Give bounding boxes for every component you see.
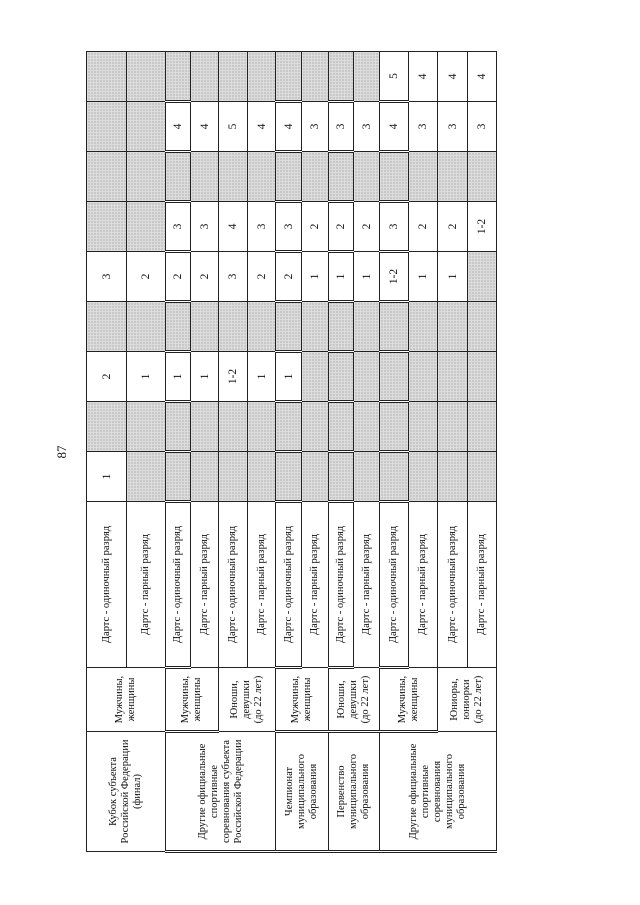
sport-ranks-table — [86, 51, 497, 853]
rank-cell — [248, 52, 276, 102]
group-cell: Юноши, девушки (до 22 лет) — [219, 668, 276, 732]
discipline-cell: Дартс - одиночный разряд — [380, 502, 409, 668]
rank-cell — [191, 302, 219, 352]
rank-cell — [87, 52, 127, 102]
rank-cell: 2 — [438, 202, 468, 252]
competition-cell: Другие официальные спортивные соревнования муниципального образования — [380, 732, 497, 852]
table-row — [166, 52, 191, 852]
rank-cell — [87, 202, 127, 252]
rank-cell: 1 — [276, 352, 302, 402]
rank-cell: 2 — [329, 202, 354, 252]
rank-cell — [468, 252, 497, 302]
rank-cell — [219, 152, 248, 202]
rank-cell — [354, 352, 380, 402]
rank-cell — [166, 402, 191, 452]
rank-cell — [191, 52, 219, 102]
table-container — [86, 53, 496, 853]
rank-cell: 1 — [127, 352, 166, 402]
rank-cell — [248, 402, 276, 452]
rank-cell: 2 — [276, 252, 302, 302]
rank-cell — [329, 152, 354, 202]
rank-cell: 4 — [468, 52, 497, 102]
rank-cell: 4 — [248, 102, 276, 152]
rank-cell: 4 — [276, 102, 302, 152]
rank-cell: 3 — [354, 102, 380, 152]
rank-cell: 4 — [219, 202, 248, 252]
rank-cell: 1 — [166, 352, 191, 402]
rank-cell: 2 — [191, 252, 219, 302]
rank-cell: 3 — [87, 252, 127, 302]
discipline-cell: Дартс - одиночный разряд — [87, 502, 127, 668]
rank-cell — [219, 52, 248, 102]
rank-cell: 4 — [380, 102, 409, 152]
rank-cell — [409, 352, 438, 402]
rank-cell — [380, 302, 409, 352]
rank-cell — [276, 302, 302, 352]
rank-cell — [191, 452, 219, 502]
rank-cell: 4 — [191, 102, 219, 152]
discipline-cell: Дартс - парный разряд — [127, 502, 166, 668]
discipline-cell: Дартс - одиночный разряд — [219, 502, 248, 668]
rank-cell — [87, 102, 127, 152]
table-row — [87, 52, 127, 852]
group-cell: Мужчины, женщины — [380, 668, 438, 732]
rank-cell — [380, 452, 409, 502]
rank-cell: 1 — [87, 452, 127, 502]
rank-cell: 4 — [166, 102, 191, 152]
group-cell: Юноши, девушки (до 22 лет) — [329, 668, 380, 732]
rank-cell — [329, 452, 354, 502]
group-cell: Мужчины, женщины — [87, 668, 166, 732]
rank-cell: 3 — [302, 102, 329, 152]
rank-cell: 2 — [166, 252, 191, 302]
rank-cell: 2 — [248, 252, 276, 302]
rank-cell — [248, 302, 276, 352]
rank-cell — [329, 352, 354, 402]
discipline-cell: Дартс - одиночный разряд — [166, 502, 191, 668]
rank-cell — [438, 302, 468, 352]
discipline-cell: Дартс - парный разряд — [468, 502, 497, 668]
rank-cell: 4 — [438, 52, 468, 102]
rank-cell — [329, 52, 354, 102]
rank-cell: 1 — [191, 352, 219, 402]
rank-cell — [468, 352, 497, 402]
rank-cell: 1 — [248, 352, 276, 402]
page-number: 87 — [54, 445, 69, 459]
rank-cell — [248, 452, 276, 502]
rank-cell — [127, 152, 166, 202]
rank-cell — [380, 152, 409, 202]
rank-cell: 5 — [219, 102, 248, 152]
rank-cell — [302, 352, 329, 402]
rank-cell — [438, 152, 468, 202]
group-cell: Юниоры, юниорки (до 22 лет) — [438, 668, 497, 732]
rank-cell — [248, 152, 276, 202]
rank-cell — [438, 352, 468, 402]
rank-cell — [380, 352, 409, 402]
discipline-cell: Дартс - одиночный разряд — [438, 502, 468, 668]
rank-cell — [87, 402, 127, 452]
rank-cell: 2 — [127, 252, 166, 302]
group-cell: Мужчины, женщины — [166, 668, 219, 732]
rank-cell: 3 — [438, 102, 468, 152]
competition-cell: Первенство муниципального образования — [329, 732, 380, 852]
discipline-cell: Дартс - парный разряд — [248, 502, 276, 668]
rank-cell — [276, 152, 302, 202]
rank-cell: 1 — [409, 252, 438, 302]
table-row — [380, 52, 409, 852]
rank-cell — [302, 452, 329, 502]
rank-cell — [276, 402, 302, 452]
rank-cell: 1 — [438, 252, 468, 302]
rank-cell: 1-2 — [380, 252, 409, 302]
rank-cell: 1-2 — [468, 202, 497, 252]
discipline-cell: Дартс - одиночный разряд — [329, 502, 354, 668]
rank-cell — [302, 302, 329, 352]
rank-cell — [219, 302, 248, 352]
rank-cell — [166, 302, 191, 352]
rank-cell — [354, 302, 380, 352]
rank-cell: 3 — [219, 252, 248, 302]
rank-cell: 3 — [329, 102, 354, 152]
rank-cell — [166, 52, 191, 102]
rank-cell — [166, 452, 191, 502]
discipline-cell: Дартс - парный разряд — [191, 502, 219, 668]
rank-cell: 1 — [329, 252, 354, 302]
rank-cell: 3 — [380, 202, 409, 252]
discipline-cell: Дартс - парный разряд — [354, 502, 380, 668]
table-row — [329, 52, 354, 852]
rank-cell — [468, 152, 497, 202]
rank-cell — [438, 452, 468, 502]
rank-cell — [380, 402, 409, 452]
rank-cell — [87, 302, 127, 352]
discipline-cell: Дартс - парный разряд — [302, 502, 329, 668]
rank-cell — [468, 302, 497, 352]
competition-cell: Другие официальные спортивные соревнования субъекта Российской Федерации — [166, 732, 276, 852]
rank-cell: 3 — [276, 202, 302, 252]
rank-cell — [409, 302, 438, 352]
discipline-cell: Дартс - одиночный разряд — [276, 502, 302, 668]
rank-cell: 3 — [409, 102, 438, 152]
rank-cell — [276, 52, 302, 102]
competition-cell: Чемпионат муниципального образования — [276, 732, 329, 852]
rank-cell — [127, 302, 166, 352]
rank-cell — [329, 402, 354, 452]
rank-cell — [191, 152, 219, 202]
rank-cell — [409, 402, 438, 452]
rank-cell — [354, 452, 380, 502]
rank-cell: 1 — [302, 252, 329, 302]
rank-cell — [329, 302, 354, 352]
rank-cell — [438, 402, 468, 452]
rank-cell: 1-2 — [219, 352, 248, 402]
rank-cell: 3 — [191, 202, 219, 252]
rank-cell: 2 — [409, 202, 438, 252]
rank-cell: 2 — [354, 202, 380, 252]
rank-cell — [191, 402, 219, 452]
rank-cell: 3 — [468, 102, 497, 152]
competition-cell: Кубок субъекта Российской Федерации (финал) — [87, 732, 166, 852]
rank-cell — [468, 452, 497, 502]
rank-cell — [409, 152, 438, 202]
rank-cell — [354, 402, 380, 452]
rank-cell — [87, 152, 127, 202]
rank-cell — [166, 152, 191, 202]
rank-cell: 1 — [354, 252, 380, 302]
group-cell: Мужчины, женщины — [276, 668, 329, 732]
rank-cell: 2 — [87, 352, 127, 402]
rotated-table-frame — [86, 53, 496, 853]
rank-cell — [354, 52, 380, 102]
rank-cell — [302, 52, 329, 102]
rank-cell — [127, 452, 166, 502]
rank-cell: 4 — [409, 52, 438, 102]
rank-cell — [127, 102, 166, 152]
rank-cell — [127, 402, 166, 452]
rank-cell — [409, 452, 438, 502]
discipline-cell: Дартс - парный разряд — [409, 502, 438, 668]
rank-cell — [302, 152, 329, 202]
rank-cell — [127, 52, 166, 102]
rank-cell — [219, 452, 248, 502]
rank-cell: 3 — [248, 202, 276, 252]
rank-cell — [276, 452, 302, 502]
table-row — [276, 52, 302, 852]
rank-cell: 5 — [380, 52, 409, 102]
rank-cell — [127, 202, 166, 252]
rank-cell — [468, 402, 497, 452]
rank-cell — [302, 402, 329, 452]
rank-cell — [219, 402, 248, 452]
rank-cell: 2 — [302, 202, 329, 252]
rank-cell — [354, 152, 380, 202]
rank-cell: 3 — [166, 202, 191, 252]
